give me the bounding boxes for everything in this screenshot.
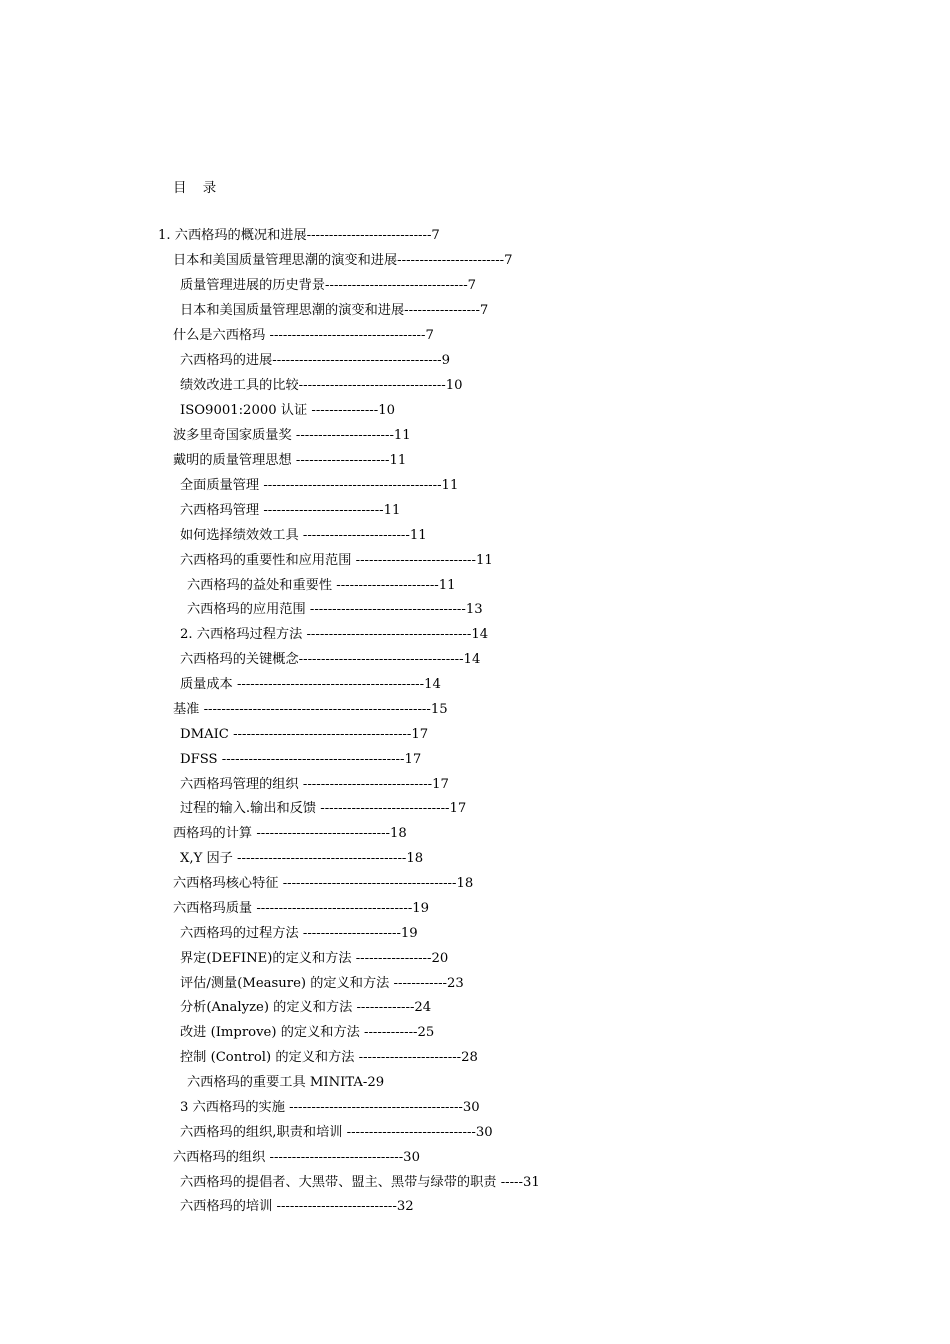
toc-entry: 质量成本 ------------------------------------------14 [180,677,441,692]
toc-title: 目 录 [173,180,223,196]
toc-entry: 日本和美国质量管理思潮的演变和进展------------------------7 [173,253,513,268]
toc-entry: 分析(Analyze) 的定义和方法 -------------24 [180,1000,432,1015]
toc-entry: 六西格玛的重要工具 MINITA-29 [187,1075,385,1090]
toc-entry: 日本和美国质量管理思潮的演变和进展-----------------7 [180,303,489,318]
toc-entry: 六西格玛的过程方法 ----------------------19 [180,926,418,941]
toc-entry: 评估/测量(Measure) 的定义和方法 ------------23 [180,976,464,991]
toc-entry: 六西格玛的提倡者、大黑带、盟主、黑带与绿带的职责 -----31 [180,1175,540,1190]
toc-entry: 绩效改进工具的比较---------------------------------10 [180,378,463,393]
toc-entry: 六西格玛的进展--------------------------------------9 [180,353,451,368]
toc-entry: 控制 (Control) 的定义和方法 -----------------------28 [180,1050,478,1065]
toc-entry: 基准 ---------------------------------------------------15 [173,702,448,717]
toc-entry: DFSS -----------------------------------------17 [180,752,422,767]
toc-entry: 如何选择绩效效工具 ------------------------11 [180,528,427,543]
toc-entry: 六西格玛的应用范围 -----------------------------------13 [187,602,483,617]
toc-entry: 六西格玛的组织 ------------------------------30 [173,1150,420,1165]
toc-entry: 界定(DEFINE)的定义和方法 -----------------20 [180,951,449,966]
toc-entry: 改进 (Improve) 的定义和方法 ------------25 [180,1025,435,1040]
toc-entry: 六西格玛的重要性和应用范围 ---------------------------11 [180,553,493,568]
toc-entry: X,Y 因子 --------------------------------------18 [180,851,424,866]
toc-entry: 戴明的质量管理思想 ---------------------11 [173,453,407,468]
toc-entry: 六西格玛管理 ---------------------------11 [180,503,401,518]
toc-entry: 2. 六西格玛过程方法 -------------------------------------14 [180,627,489,642]
toc-entry: 全面质量管理 ----------------------------------------11 [180,478,459,493]
toc-entry: 六西格玛管理的组织 -----------------------------17 [180,777,449,792]
toc-entry: 质量管理进展的历史背景--------------------------------7 [180,278,477,293]
toc-entry: 六西格玛的益处和重要性 -----------------------11 [187,578,456,593]
toc-entry: 六西格玛的组织,职责和培训 -----------------------------30 [180,1125,493,1140]
toc-entry: 西格玛的计算 ------------------------------18 [173,826,407,841]
toc-entry: 3 六西格玛的实施 ---------------------------------------30 [180,1100,480,1115]
toc-entry: 波多里奇国家质量奖 ----------------------11 [173,428,411,443]
toc-entry: 六西格玛的关键概念-------------------------------------14 [180,652,481,667]
toc-entry: 六西格玛的培训 ---------------------------32 [180,1199,414,1214]
toc-entry: 六西格玛质量 -----------------------------------19 [173,901,430,916]
toc-entry: ISO9001:2000 认证 ---------------10 [180,403,395,418]
toc-entry: 六西格玛核心特征 ---------------------------------------18 [173,876,474,891]
toc-entry: 什么是六西格玛 -----------------------------------7 [173,328,434,343]
toc-entry: DMAIC ----------------------------------------17 [180,727,429,742]
toc-entry: 过程的输入.输出和反馈 -----------------------------17 [180,801,467,816]
toc-entry: 1. 六西格玛的概况和进展----------------------------7 [158,228,440,243]
